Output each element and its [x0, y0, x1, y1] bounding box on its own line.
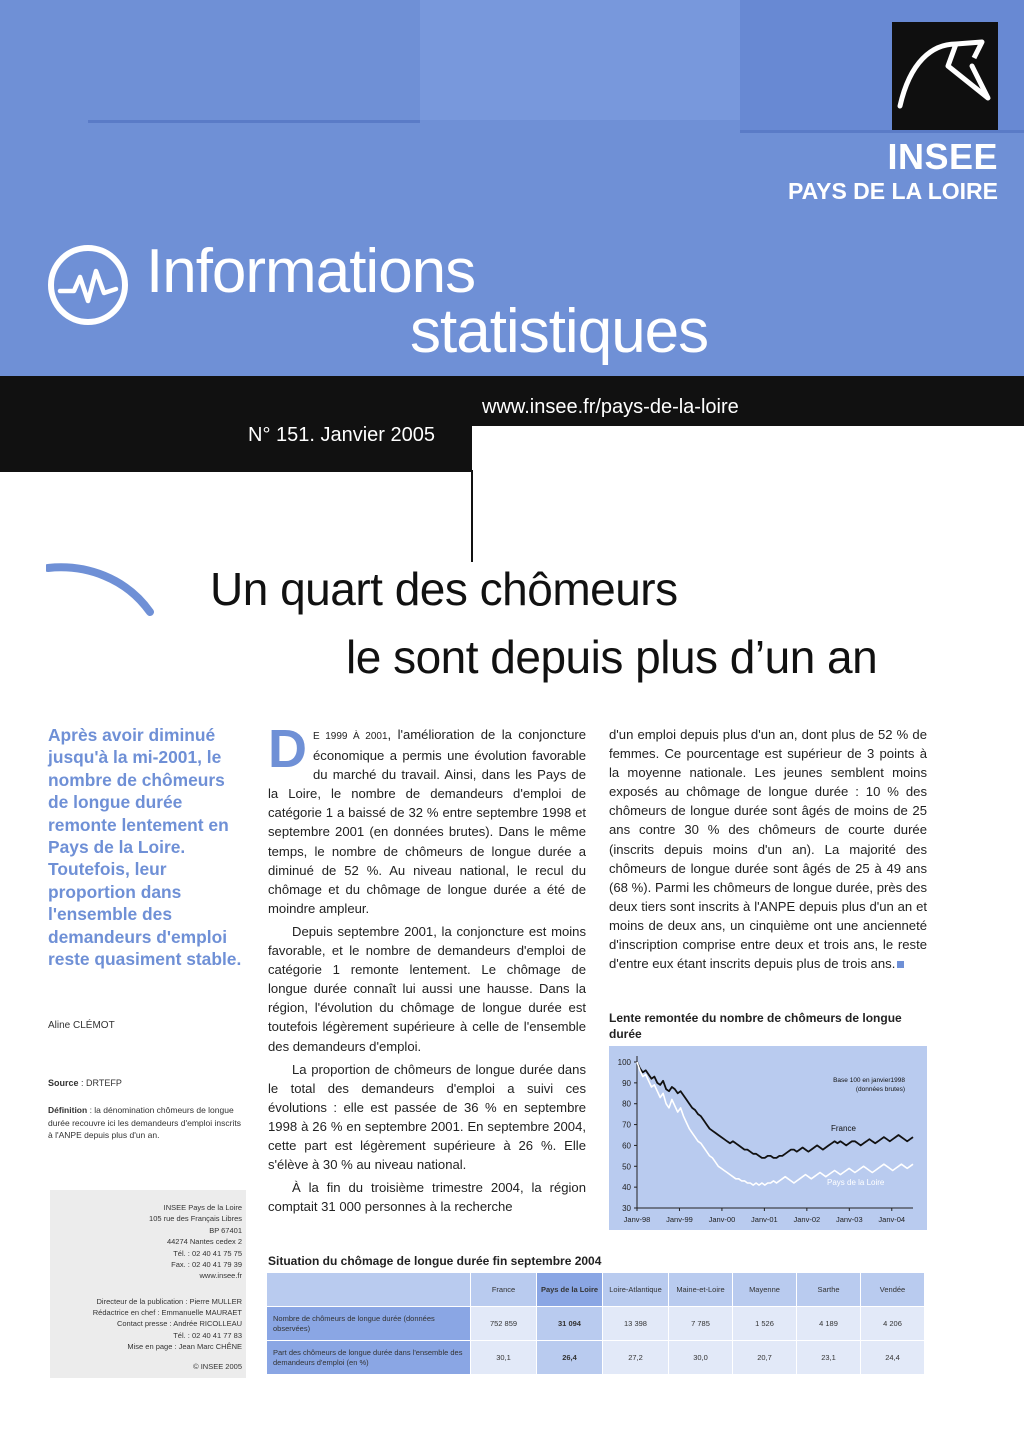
headline-line1: Un quart des chômeurs	[210, 563, 678, 615]
address-line[interactable]: www.insee.fr	[199, 1271, 242, 1281]
column-header: Vendée	[861, 1273, 925, 1307]
series-title-line1: Informations	[146, 237, 476, 306]
table-cell: 7 785	[669, 1307, 733, 1341]
vertical-rule	[471, 470, 473, 562]
source-label: Source	[48, 1078, 79, 1088]
y-tick-label: 30	[622, 1204, 631, 1213]
table-row	[267, 1307, 925, 1341]
address-line: Fax. : 02 40 41 79 39	[171, 1260, 242, 1270]
article-paragraph	[609, 725, 927, 973]
x-tick-label: Janv-99	[666, 1215, 693, 1224]
column-header: Mayenne	[733, 1273, 797, 1307]
address-line: BP 67401	[209, 1225, 242, 1235]
chart-panel	[609, 1046, 927, 1230]
y-tick-label: 80	[622, 1099, 631, 1109]
website-link[interactable]: www.insee.fr/pays-de-la-loire	[482, 396, 739, 418]
copyright: © INSEE 2005	[193, 1362, 242, 1371]
org-name: INSEE	[887, 136, 998, 177]
header-band	[420, 0, 740, 120]
y-tick-label: 70	[622, 1120, 631, 1130]
table-cell: 1 526	[733, 1307, 797, 1341]
credit-line: Contact presse : Andrée RICOLLEAU	[116, 1319, 242, 1329]
headline-line2: le sont depuis plus d’un an	[346, 631, 878, 683]
issue-number: N° 151. Janvier 2005	[248, 424, 436, 446]
article-column-1	[268, 719, 587, 1220]
table-cell: 31 094	[537, 1307, 603, 1341]
column-header: Pays de la Loire	[537, 1273, 603, 1307]
insee-logo-icon	[892, 22, 998, 130]
header-fold	[740, 130, 1024, 133]
drop-cap: D	[268, 719, 307, 779]
table-cell: 24,4	[861, 1341, 925, 1375]
credits-block	[52, 1296, 242, 1352]
article-paragraph	[268, 719, 587, 918]
data-table	[266, 1272, 925, 1375]
series-title-line2: statistiques	[410, 297, 709, 366]
table-cell: 30,1	[471, 1341, 537, 1375]
x-tick-label: Janv-02	[793, 1215, 821, 1224]
header-band	[0, 0, 420, 120]
table-cell: 26,4	[537, 1341, 603, 1375]
y-tick-label: 90	[622, 1078, 631, 1088]
column-header: Sarthe	[797, 1273, 861, 1307]
line-chart	[609, 1046, 927, 1230]
table-cell: 4 189	[797, 1307, 861, 1341]
chart-title: Lente remontée du nombre de chômeurs de longue durée	[609, 1011, 902, 1041]
x-tick-label: Janv-01	[751, 1215, 778, 1224]
swoosh-icon	[46, 558, 156, 620]
colophon	[50, 1190, 246, 1378]
small-caps-lead: E 1999 À 2001	[313, 731, 388, 742]
credit-line: Tél. : 02 40 41 77 83	[173, 1330, 242, 1340]
address-line: 44274 Nantes cedex 2	[166, 1237, 242, 1247]
x-tick-label: Janv-98	[623, 1215, 651, 1224]
table-cell: 23,1	[797, 1341, 861, 1375]
column-header: France	[471, 1273, 537, 1307]
definition-note	[48, 1104, 244, 1142]
y-tick-label: 50	[622, 1162, 631, 1172]
article-paragraph: À la fin du troisième trimestre 2004, la région comptait 31 000 personnes à la recherche	[268, 1180, 586, 1215]
column-header: Maine-et-Loire	[669, 1273, 733, 1307]
table-cell: 13 398	[603, 1307, 669, 1341]
x-tick-label: Janv-00	[708, 1215, 736, 1224]
end-mark-icon	[897, 961, 904, 968]
article-column-2	[609, 725, 927, 977]
y-tick-label: 100	[617, 1058, 631, 1067]
column-header: Loire-Atlantique	[603, 1273, 669, 1307]
table-row	[267, 1341, 925, 1375]
series-label: Pays de la Loire	[827, 1177, 885, 1187]
row-label: Part des chômeurs de longue durée dans l'ensemble des demandeurs d'emploi (en %)	[267, 1341, 471, 1375]
chart-annotation: Base 100 en janvier1998	[833, 1077, 905, 1084]
credit-line: Directeur de la publication : Pierre MULLER	[96, 1297, 242, 1306]
row-label: Nombre de chômeurs de longue durée (données observées)	[267, 1307, 471, 1341]
table-cell: 30,0	[669, 1341, 733, 1375]
credit-line: Rédactrice en chef : Emmanuelle MAURAET	[92, 1308, 242, 1318]
author: Aline CLÉMOT	[48, 1020, 115, 1031]
definition-text: : la dénomination chômeurs de longue durée recouvre ici les demandeurs d'emploi inscrits à l'ANPE depuis plus d'un an.	[48, 1105, 241, 1141]
header-fold	[88, 120, 420, 123]
paragraph-text: d'un emploi depuis plus d'un an, dont plus de 52 % de femmes. Ce pourcentage est supérieur de 3 points à la moyenne nationale. Les jeunes semblent moins exposés au chômage de longue durée : 10 % des chômeurs de longue durée sont âgés de moins de 25 ans contre 30 % des chômeurs de courte durée (inscrits depuis moins d'un an). La majorité des chômeurs de longue durée sont âgés de 25 à 49 ans (68 %). Parmi les chômeurs de longue durée, près des deux tiers sont inscrits à l'ANPE depuis plus d'un an et moins de deux ans, un cinquième ont une ancienneté d'inscription comprise entre deux et trois ans, le reste d'entre eux étant inscrits depuis plus de trois ans.	[609, 727, 927, 972]
source-note	[48, 1078, 122, 1088]
table-corner	[267, 1273, 471, 1307]
table-header-row	[267, 1273, 925, 1307]
pulse-logo-icon	[46, 243, 130, 327]
x-tick-label: Janv-03	[835, 1215, 863, 1224]
definition-label: Définition	[48, 1105, 88, 1115]
y-tick-label: 60	[622, 1141, 631, 1151]
article-paragraph: Depuis septembre 2001, la conjoncture est moins favorable, et le nombre de demandeurs d'emploi de catégorie 1 remonte lentement. Le chômage de longue durée connaît lui aussi une hausse. Dans la région, l'évolution du chômage de longue durée est toutefois légèrement supérieure à celle de l'ensemble des demandeurs d'emploi.	[268, 923, 586, 1054]
article-paragraph: La proportion de chômeurs de longue durée dans le total des demandeurs d'emploi a suivi ces évolutions : elle est passée de 36 % en septembre 1998 à 26 % en septembre 2001. En septembre 2004, cette part est légèrement supérieure à 26 %. Elle s'élève à 30 % au niveau national.	[268, 1061, 586, 1173]
chart-annotation: (données brutes)	[855, 1086, 905, 1093]
table-title: Situation du chômage de longue durée fin septembre 2004	[268, 1254, 602, 1268]
address-line: 105 rue des Français Libres	[149, 1214, 242, 1224]
lede: Après avoir diminué jusqu'à la mi-2001, le nombre de chômeurs de longue durée remonte lentement en Pays de la Loire. Toutefois, leur proportion dans l'ensemble des demandeurs d'emploi reste quasiment stable.	[48, 725, 242, 970]
table-cell: 27,2	[603, 1341, 669, 1375]
address-line: INSEE Pays de la Loire	[163, 1203, 242, 1212]
address-block	[112, 1202, 242, 1282]
x-tick-label: Janv-04	[878, 1215, 906, 1224]
credit-line: Mise en page : Jean Marc CHÊNE	[127, 1341, 242, 1351]
paragraph-text: , l'amélioration de la conjoncture économique a permis une évolution favorable du marché du travail. Ainsi, dans les Pays de la Loire, le nombre de demandeurs d'emploi de catégorie 1 a baissé de 32 % entre septembre 1998 et septembre 2001 (en données brutes). Dans le même temps, le nombre de chômeurs de longue durée a diminué de 52 %. Au niveau national, le recul du chômage et du chômage de longue durée a été de moindre ampleur.	[268, 727, 587, 916]
table-cell: 20,7	[733, 1341, 797, 1375]
region-name: PAYS DE LA LOIRE	[787, 178, 998, 204]
table-cell: 4 206	[861, 1307, 925, 1341]
source-text: : DRTEFP	[78, 1078, 122, 1088]
y-tick-label: 40	[622, 1183, 631, 1193]
series-label: France	[831, 1124, 856, 1133]
table-cell: 752 859	[471, 1307, 537, 1341]
address-line: Tél. : 02 40 41 75 75	[173, 1248, 242, 1258]
